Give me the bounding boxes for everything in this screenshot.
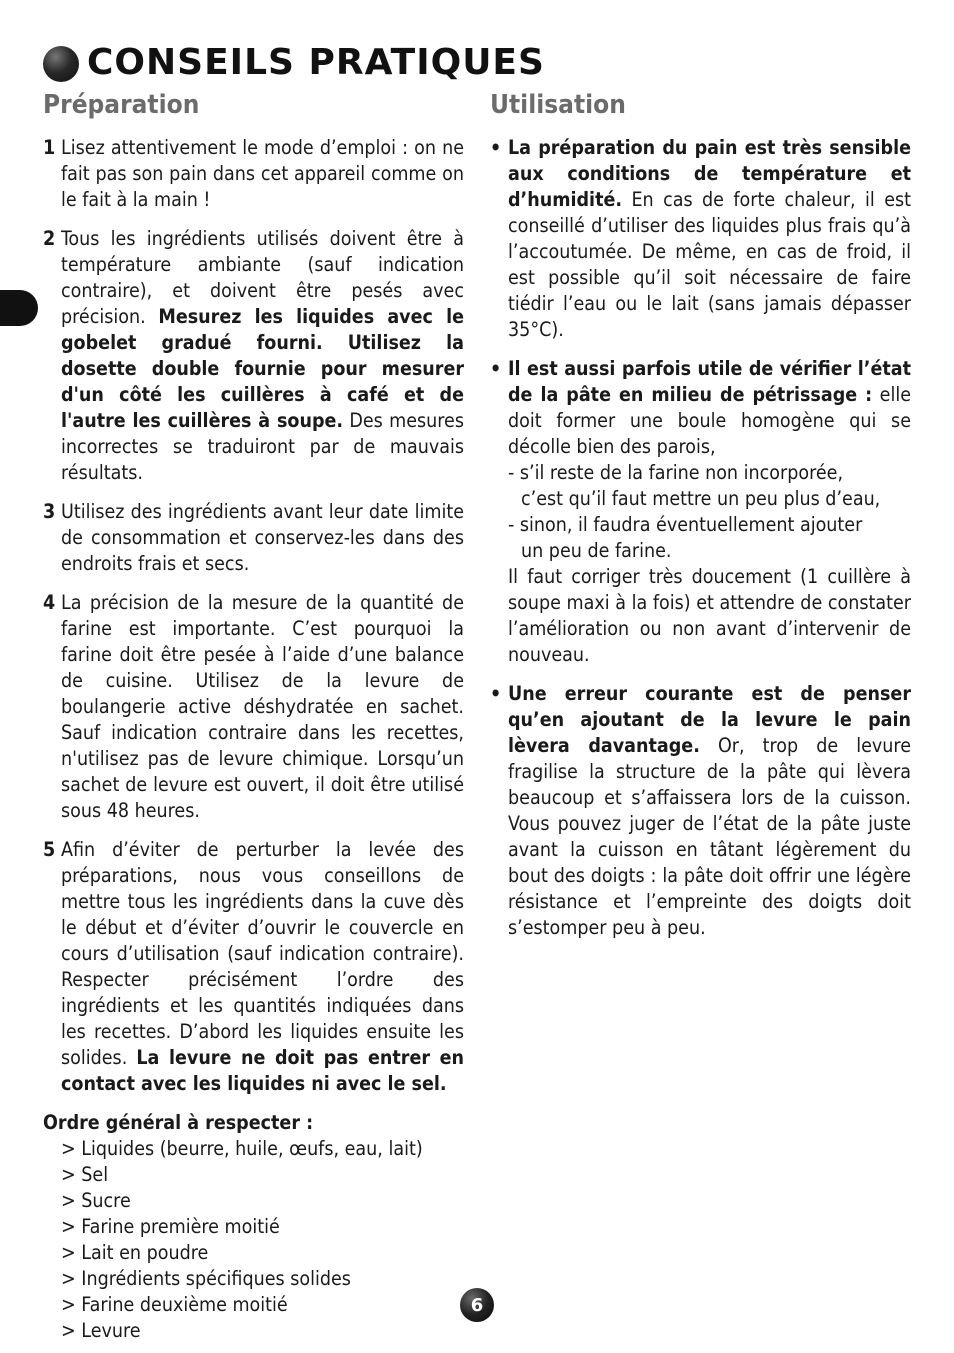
item-text: Utilisez des ingrédients avant leur date limite de consommation et conservez-les dans des endroits frais et secs. [61, 500, 464, 575]
utilisation-item-2 [490, 356, 911, 668]
item-number: 3 [43, 500, 56, 523]
order-list [43, 1136, 464, 1344]
item-text: En cas de forte chaleur, il est conseillé d’utiliser des liquides plus frais qu’à l’accoutumée. De même, en cas de froid, il est possible qu’il soit nécessaire de faire tiédir l’eau ou le lait (sans jamais dépasser 35°C). [508, 188, 912, 341]
preparation-item-5 [43, 837, 464, 1097]
list-item: > Farine deuxième moitié [61, 1293, 288, 1316]
item-text: Or, trop de levure fragilise la structure de la pâte qui lèvera beaucoup et s’affaissera lors de la cuisson. Vous pouvez juger de l’état de la pâte juste avant la cuisson en tâtant légèrement du bout des doigts : la pâte doit offrir une légère résistance et l’empreinte des doigts doit s’estomper peu à peu. [508, 734, 911, 939]
list-item: > Ingrédients spécifiques solides [61, 1267, 351, 1290]
item-text: elle doit former une boule homogène qui se décolle bien des parois, [508, 383, 912, 458]
preparation-column [43, 135, 464, 1344]
utilisation-column [490, 135, 911, 954]
page-header [43, 40, 545, 84]
page-number: 6 [470, 1294, 484, 1316]
item-bold-text: Il est aussi parfois utile de vérifier l’état de la pâte en milieu de pétrissage : [508, 357, 911, 406]
utilisation-item-3 [490, 681, 911, 941]
title-bullet-icon [43, 46, 79, 82]
item-text: Tous les ingrédients utilisés doivent être à température ambiante (sauf indication contraire), et doivent être pesés avec précision. [61, 227, 464, 328]
bullet-icon: • [490, 682, 502, 705]
order-title: Ordre général à respecter : [43, 1111, 314, 1134]
utilisation-item-1 [490, 135, 911, 343]
sub-item-text: - sinon, il faudra éventuellement ajouter [508, 513, 863, 536]
sub-item-text: c’est qu’il faut mettre un peu plus d’eau, [521, 487, 881, 510]
list-item: > Levure [61, 1319, 141, 1342]
item-number: 5 [43, 838, 56, 861]
bullet-icon: • [490, 357, 502, 380]
preparation-item-3 [43, 499, 464, 577]
utilisation-heading: Utilisation [490, 90, 626, 120]
item-text: Afin d’éviter de perturber la levée des préparations, nous vous conseillons de mettre tous les ingrédients dans la cuve dès le début et d’éviter d’ouvrir le couvercle en cours d’utilisation (sauf indication contraire). Respecter précisément l’ordre des ingrédients et les quantités indiquées dans les recettes. D’abord les liquides ensuite les solides. [61, 838, 464, 1069]
list-item: > Farine première moitié [61, 1215, 280, 1238]
item-bold-text: La levure ne doit pas entrer en contact avec les liquides ni avec le sel. [61, 1046, 464, 1095]
item-text: Il faut corriger très doucement (1 cuillère à soupe maxi à la fois) et attendre de constater l’amélioration ou non avant d’intervenir de nouveau. [508, 565, 911, 666]
page-number-badge [460, 1288, 494, 1322]
list-item: > Liquides (beurre, huile, œufs, eau, lait) [61, 1137, 423, 1160]
page-title: CONSEILS PRATIQUES [87, 41, 545, 83]
item-bold-text: La préparation du pain est très sensible aux conditions de température et d’humidité. [508, 136, 911, 211]
list-item: > Sucre [61, 1189, 131, 1212]
section-tab-marker [0, 290, 38, 326]
sub-item-text: un peu de farine. [521, 539, 672, 562]
preparation-item-1 [43, 135, 464, 213]
bullet-icon: • [490, 136, 502, 159]
item-number: 1 [43, 136, 56, 159]
preparation-heading: Préparation [43, 90, 200, 120]
list-item: > Lait en poudre [61, 1241, 209, 1264]
item-text: La précision de la mesure de la quantité de farine est importante. C’est pourquoi la farine doit être pesée à l’aide d’une balance de cuisine. Utilisez de la levure de boulangerie active déshydratée en sachet. Sauf indication contraire dans les recettes, n'utilisez pas de levure chimique. Lorsqu’un sachet de levure est ouvert, il doit être utilisé sous 48 heures. [61, 591, 464, 822]
item-text: Lisez attentivement le mode d’emploi : on ne fait pas son pain dans cet appareil comme on le fait à la main ! [61, 136, 464, 211]
item-number: 4 [43, 591, 56, 614]
item-bold-text: Une erreur courante est de penser qu’en ajoutant de la levure le pain lèvera davantage. [508, 682, 911, 757]
item-text: Des mesures incorrectes se traduiront par de mauvais résultats. [61, 409, 464, 484]
sub-item-text: - s’il reste de la farine non incorporée, [508, 461, 844, 484]
preparation-item-2 [43, 226, 464, 486]
item-number: 2 [43, 227, 56, 250]
preparation-item-4 [43, 590, 464, 824]
list-item: > Sel [61, 1163, 109, 1186]
item-bold-text: Mesurez les liquides avec le gobelet gradué fourni. Utilisez la dosette double fournie pour mesurer d'un côté les cuillères à café et de l'autre les cuillères à soupe. [61, 305, 465, 432]
